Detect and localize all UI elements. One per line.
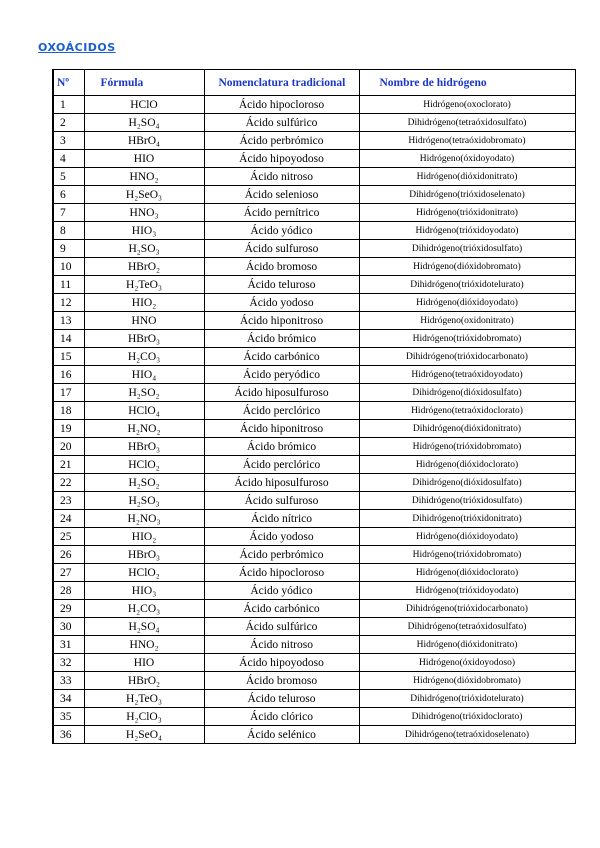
row-number: 10 bbox=[53, 258, 84, 276]
traditional-name-cell: Ácido clórico bbox=[204, 708, 359, 726]
table-row bbox=[53, 402, 575, 420]
formula-cell: H₂SO₃ bbox=[84, 492, 204, 510]
row-number: 1 bbox=[53, 96, 84, 114]
table-row bbox=[53, 510, 575, 528]
table-row bbox=[53, 672, 575, 690]
hydrogen-name-cell: Hidrógeno(dióxidoyodato) bbox=[359, 294, 575, 312]
traditional-name-cell: Ácido brómico bbox=[204, 438, 359, 456]
table-row bbox=[53, 132, 575, 150]
traditional-name-cell: Ácido perbrómico bbox=[204, 132, 359, 150]
traditional-name-cell: Ácido hipoyodoso bbox=[204, 150, 359, 168]
hydrogen-name-cell: Hidrógeno(oxidonitrato) bbox=[359, 312, 575, 330]
row-number: 14 bbox=[53, 330, 84, 348]
table-row bbox=[53, 258, 575, 276]
row-number: 19 bbox=[53, 420, 84, 438]
table-row bbox=[53, 456, 575, 474]
table-row bbox=[53, 690, 575, 708]
table-row bbox=[53, 330, 575, 348]
hydrogen-name-cell: Dihidrógeno(trióxidocarbonato) bbox=[359, 348, 575, 366]
oxoacids-table bbox=[52, 69, 576, 744]
formula-cell: HBrO₄ bbox=[84, 132, 204, 150]
traditional-name-cell: Ácido nitroso bbox=[204, 636, 359, 654]
row-number: 30 bbox=[53, 618, 84, 636]
hydrogen-name-cell: Dihidrógeno(tetraóxidoselenato) bbox=[359, 726, 575, 744]
table-row bbox=[53, 294, 575, 312]
hydrogen-name-cell: Dihidrógeno(dióxidonitrato) bbox=[359, 420, 575, 438]
formula-cell: HIO₄ bbox=[84, 366, 204, 384]
row-number: 28 bbox=[53, 582, 84, 600]
traditional-name-cell: Ácido hiposulfuroso bbox=[204, 384, 359, 402]
hydrogen-name-cell: Dihidrógeno(trióxidoclorato) bbox=[359, 708, 575, 726]
table-row bbox=[53, 564, 575, 582]
row-number: 24 bbox=[53, 510, 84, 528]
formula-cell: HBrO₃ bbox=[84, 546, 204, 564]
row-number: 31 bbox=[53, 636, 84, 654]
traditional-name-cell: Ácido nitroso bbox=[204, 168, 359, 186]
formula-cell: H₂SeO₃ bbox=[84, 186, 204, 204]
table-row bbox=[53, 438, 575, 456]
row-number: 21 bbox=[53, 456, 84, 474]
hydrogen-name-cell: Hidrógeno(trióxidobromato) bbox=[359, 546, 575, 564]
table-row bbox=[53, 654, 575, 672]
traditional-name-cell: Ácido sulfúrico bbox=[204, 618, 359, 636]
formula-cell: H₂ClO₃ bbox=[84, 708, 204, 726]
table-row bbox=[53, 150, 575, 168]
formula-cell: HIO₃ bbox=[84, 222, 204, 240]
row-number: 13 bbox=[53, 312, 84, 330]
row-number: 5 bbox=[53, 168, 84, 186]
table-row bbox=[53, 582, 575, 600]
formula-cell: HClO₂ bbox=[84, 456, 204, 474]
table-row bbox=[53, 366, 575, 384]
hydrogen-name-cell: Dihidrógeno(trióxidoselenato) bbox=[359, 186, 575, 204]
table-row bbox=[53, 492, 575, 510]
hydrogen-name-cell: Hidrógeno(tetraóxidobromato) bbox=[359, 132, 575, 150]
row-number: 9 bbox=[53, 240, 84, 258]
row-number: 29 bbox=[53, 600, 84, 618]
traditional-name-cell: Ácido hiposulfuroso bbox=[204, 474, 359, 492]
traditional-name-cell: Ácido sulfúrico bbox=[204, 114, 359, 132]
formula-cell: HIO bbox=[84, 654, 204, 672]
hydrogen-name-cell: Hidrógeno(trióxidobromato) bbox=[359, 330, 575, 348]
traditional-name-cell: Ácido carbónico bbox=[204, 600, 359, 618]
hydrogen-name-cell: Hidrógeno(dióxidobromato) bbox=[359, 258, 575, 276]
traditional-name-cell: Ácido hipocloroso bbox=[204, 96, 359, 114]
row-number: 8 bbox=[53, 222, 84, 240]
formula-cell: H₂SO₄ bbox=[84, 114, 204, 132]
table-row bbox=[53, 204, 575, 222]
formula-cell: HIO₂ bbox=[84, 528, 204, 546]
table-row bbox=[53, 348, 575, 366]
table-row bbox=[53, 600, 575, 618]
hydrogen-name-cell: Hidrógeno(trióxidoyodato) bbox=[359, 222, 575, 240]
hydrogen-name-cell: Hidrógeno(dióxidoyodato) bbox=[359, 528, 575, 546]
table-row bbox=[53, 222, 575, 240]
hydrogen-name-cell: Hidrógeno(trióxidobromato) bbox=[359, 438, 575, 456]
traditional-name-cell: Ácido perbrómico bbox=[204, 546, 359, 564]
hydrogen-name-cell: Dihidrógeno(tetraóxidosulfato) bbox=[359, 618, 575, 636]
traditional-name-cell: Ácido teluroso bbox=[204, 276, 359, 294]
row-number: 17 bbox=[53, 384, 84, 402]
formula-cell: H₂TeO₃ bbox=[84, 276, 204, 294]
hydrogen-name-cell: Dihidrógeno(trióxidotelurato) bbox=[359, 276, 575, 294]
table-row bbox=[53, 312, 575, 330]
traditional-name-cell: Ácido perclórico bbox=[204, 456, 359, 474]
hydrogen-name-cell: Dihidrógeno(trióxidocarbonato) bbox=[359, 600, 575, 618]
table-body bbox=[53, 96, 575, 744]
table-row bbox=[53, 240, 575, 258]
row-number: 16 bbox=[53, 366, 84, 384]
traditional-name-cell: Ácido yódico bbox=[204, 582, 359, 600]
traditional-name-cell: Ácido bromoso bbox=[204, 258, 359, 276]
table-row bbox=[53, 96, 575, 114]
row-number: 11 bbox=[53, 276, 84, 294]
formula-cell: HIO bbox=[84, 150, 204, 168]
hydrogen-name-cell: Hidrógeno(tetraóxidoclorato) bbox=[359, 402, 575, 420]
formula-cell: H₂SO₂ bbox=[84, 384, 204, 402]
formula-cell: HBrO₃ bbox=[84, 330, 204, 348]
column-header-traditional-name: Nomenclatura tradicional bbox=[204, 70, 359, 96]
hydrogen-name-cell: Dihidrógeno(dióxidosulfato) bbox=[359, 384, 575, 402]
formula-cell: HBrO₂ bbox=[84, 258, 204, 276]
page-title: OXOÁCIDOS bbox=[38, 41, 116, 54]
formula-cell: H₂SO₄ bbox=[84, 618, 204, 636]
row-number: 20 bbox=[53, 438, 84, 456]
hydrogen-name-cell: Hidrógeno(dióxidoclorato) bbox=[359, 456, 575, 474]
row-number: 12 bbox=[53, 294, 84, 312]
formula-cell: HNO₃ bbox=[84, 204, 204, 222]
traditional-name-cell: Ácido perclórico bbox=[204, 402, 359, 420]
traditional-name-cell: Ácido hipoyodoso bbox=[204, 654, 359, 672]
traditional-name-cell: Ácido sulfuroso bbox=[204, 240, 359, 258]
table-row bbox=[53, 726, 575, 744]
formula-cell: HNO₂ bbox=[84, 636, 204, 654]
formula-cell: H₂NO₃ bbox=[84, 510, 204, 528]
row-number: 15 bbox=[53, 348, 84, 366]
formula-cell: HNO₂ bbox=[84, 168, 204, 186]
hydrogen-name-cell: Hidrógeno(trióxidonitrato) bbox=[359, 204, 575, 222]
row-number: 27 bbox=[53, 564, 84, 582]
traditional-name-cell: Ácido peryódico bbox=[204, 366, 359, 384]
formula-cell: HClO bbox=[84, 96, 204, 114]
formula-cell: H₂SO₃ bbox=[84, 240, 204, 258]
column-header-number: Nº bbox=[53, 70, 84, 96]
formula-cell: HClO₄ bbox=[84, 402, 204, 420]
hydrogen-name-cell: Dihidrógeno(trióxidosulfato) bbox=[359, 492, 575, 510]
row-number: 7 bbox=[53, 204, 84, 222]
formula-cell: HIO₂ bbox=[84, 294, 204, 312]
traditional-name-cell: Ácido carbónico bbox=[204, 348, 359, 366]
hydrogen-name-cell: Dihidrógeno(dióxidosulfato) bbox=[359, 474, 575, 492]
row-number: 36 bbox=[53, 726, 84, 744]
row-number: 25 bbox=[53, 528, 84, 546]
traditional-name-cell: Ácido yódico bbox=[204, 222, 359, 240]
row-number: 6 bbox=[53, 186, 84, 204]
traditional-name-cell: Ácido selénico bbox=[204, 726, 359, 744]
row-number: 33 bbox=[53, 672, 84, 690]
formula-cell: HClO₂ bbox=[84, 564, 204, 582]
traditional-name-cell: Ácido bromoso bbox=[204, 672, 359, 690]
table-row bbox=[53, 528, 575, 546]
formula-cell: H₂TeO₃ bbox=[84, 690, 204, 708]
traditional-name-cell: Ácido teluroso bbox=[204, 690, 359, 708]
table-row bbox=[53, 636, 575, 654]
formula-cell: H₂NO₂ bbox=[84, 420, 204, 438]
column-header-formula: Fórmula bbox=[84, 70, 204, 96]
table-header-row bbox=[53, 70, 575, 96]
row-number: 2 bbox=[53, 114, 84, 132]
column-header-hydrogen-name: Nombre de hidrógeno bbox=[359, 70, 575, 96]
traditional-name-cell: Ácido yodoso bbox=[204, 294, 359, 312]
hydrogen-name-cell: Dihidrógeno(trióxidosulfato) bbox=[359, 240, 575, 258]
row-number: 3 bbox=[53, 132, 84, 150]
formula-cell: H₂SO₂ bbox=[84, 474, 204, 492]
hydrogen-name-cell: Hidrógeno(oxoclorato) bbox=[359, 96, 575, 114]
formula-cell: HBrO₂ bbox=[84, 672, 204, 690]
traditional-name-cell: Ácido pernítrico bbox=[204, 204, 359, 222]
row-number: 34 bbox=[53, 690, 84, 708]
table-row bbox=[53, 276, 575, 294]
traditional-name-cell: Ácido nítrico bbox=[204, 510, 359, 528]
hydrogen-name-cell: Hidrógeno(óxidoyodoso) bbox=[359, 654, 575, 672]
row-number: 4 bbox=[53, 150, 84, 168]
table-row bbox=[53, 474, 575, 492]
table-row bbox=[53, 546, 575, 564]
traditional-name-cell: Ácido hiponitroso bbox=[204, 312, 359, 330]
traditional-name-cell: Ácido brómico bbox=[204, 330, 359, 348]
table-row bbox=[53, 420, 575, 438]
row-number: 32 bbox=[53, 654, 84, 672]
hydrogen-name-cell: Hidrógeno(dióxidonitrato) bbox=[359, 636, 575, 654]
formula-cell: HBrO₃ bbox=[84, 438, 204, 456]
table-row bbox=[53, 114, 575, 132]
table-row bbox=[53, 186, 575, 204]
hydrogen-name-cell: Hidrógeno(dióxidobromato) bbox=[359, 672, 575, 690]
row-number: 26 bbox=[53, 546, 84, 564]
traditional-name-cell: Ácido hiponitroso bbox=[204, 420, 359, 438]
formula-cell: H₂SeO₄ bbox=[84, 726, 204, 744]
traditional-name-cell: Ácido hipocloroso bbox=[204, 564, 359, 582]
hydrogen-name-cell: Dihidrógeno(trióxidotelurato) bbox=[359, 690, 575, 708]
hydrogen-name-cell: Hidrógeno(óxidoyodato) bbox=[359, 150, 575, 168]
table-row bbox=[53, 168, 575, 186]
row-number: 35 bbox=[53, 708, 84, 726]
formula-cell: HNO bbox=[84, 312, 204, 330]
table-row bbox=[53, 708, 575, 726]
table-row bbox=[53, 618, 575, 636]
row-number: 22 bbox=[53, 474, 84, 492]
formula-cell: H₂CO₃ bbox=[84, 600, 204, 618]
row-number: 23 bbox=[53, 492, 84, 510]
formula-cell: H₂CO₃ bbox=[84, 348, 204, 366]
hydrogen-name-cell: Dihidrógeno(tetraóxidosulfato) bbox=[359, 114, 575, 132]
traditional-name-cell: Ácido selenioso bbox=[204, 186, 359, 204]
formula-cell: HIO₃ bbox=[84, 582, 204, 600]
hydrogen-name-cell: Hidrógeno(dióxidoclorato) bbox=[359, 564, 575, 582]
row-number: 18 bbox=[53, 402, 84, 420]
hydrogen-name-cell: Dihidrógeno(trióxidonitrato) bbox=[359, 510, 575, 528]
hydrogen-name-cell: Hidrógeno(tetraóxidoyodato) bbox=[359, 366, 575, 384]
hydrogen-name-cell: Hidrógeno(trióxidoyodato) bbox=[359, 582, 575, 600]
traditional-name-cell: Ácido yodoso bbox=[204, 528, 359, 546]
table-row bbox=[53, 384, 575, 402]
hydrogen-name-cell: Hidrógeno(dióxidonitrato) bbox=[359, 168, 575, 186]
traditional-name-cell: Ácido sulfuroso bbox=[204, 492, 359, 510]
